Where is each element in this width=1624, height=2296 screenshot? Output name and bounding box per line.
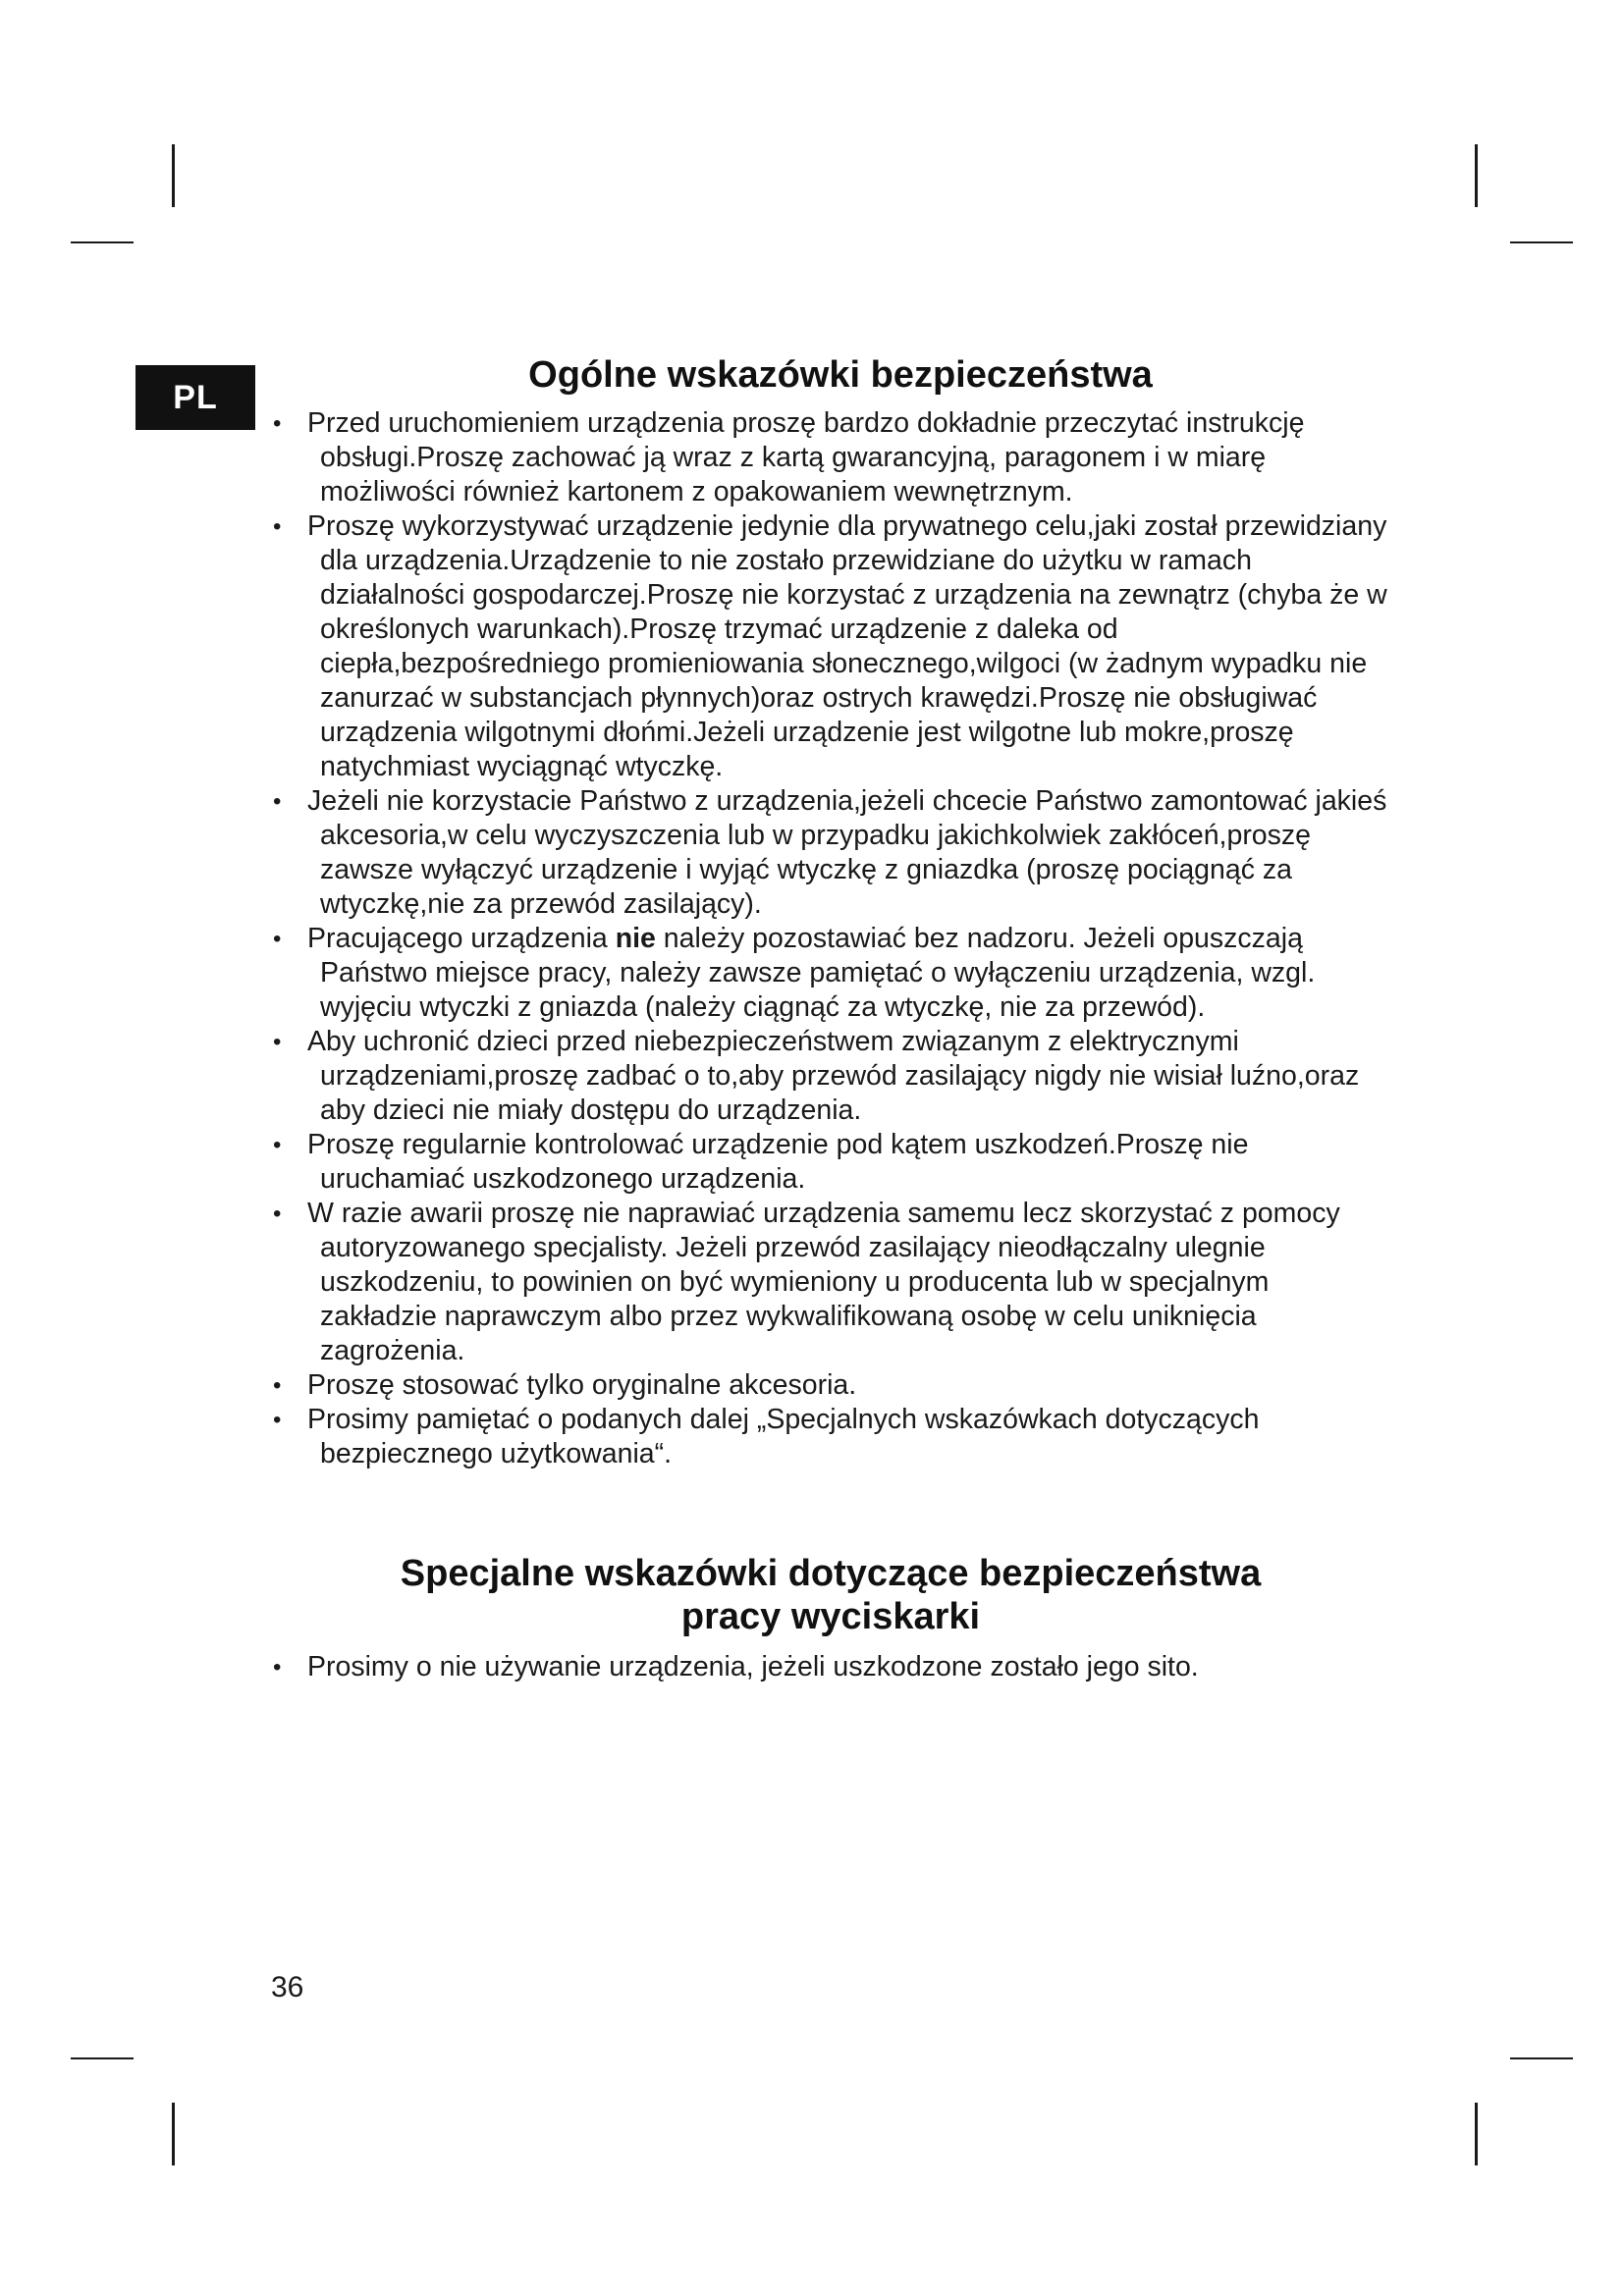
list-item-text: Prosimy pamiętać o podanych dalej „Specjalnych wskazówkach dotyczących bezpiecznego użytkowania“. xyxy=(307,1404,1260,1469)
page-number: 36 xyxy=(271,1971,304,2003)
list-item-text: Jeżeli nie korzystacie Państwo z urządzenia,jeżeli chcecie Państwo zamontować jakieś akcesoria,w celu wyczyszczenia lub w przypadku jakichkolwiek zakłóceń,proszę zawsze wyłączyć urządzenie i wyjąć wtyczkę z gniazdka (proszę pociągnąć za wtyczkę,nie za przewód zasilający). xyxy=(307,785,1387,920)
bullet-icon: • xyxy=(273,1654,282,1681)
crop-mark-bottom-left-vertical xyxy=(172,2103,175,2165)
list-item xyxy=(271,1368,1390,1403)
bullet-icon: • xyxy=(273,1407,282,1433)
crop-mark-top-left-vertical xyxy=(172,144,175,207)
crop-mark-bottom-left-horizontal xyxy=(71,2057,134,2059)
list-item xyxy=(271,406,1390,509)
section-title-line-1: Specjalne wskazówki dotyczące bezpieczeństwa xyxy=(400,1553,1262,1594)
list-item-text xyxy=(307,922,1390,1025)
language-badge: PL xyxy=(135,365,255,430)
list-item xyxy=(271,1025,1390,1128)
section-title-special-safety xyxy=(271,1552,1390,1638)
crop-mark-top-right-vertical xyxy=(1475,144,1478,207)
section-title-general-safety: Ogólne wskazówki bezpieczeństwa xyxy=(528,354,1153,396)
crop-mark-top-left-horizontal xyxy=(71,241,134,243)
list-item-text: Proszę wykorzystywać urządzenie jedynie dla prywatnego celu,jaki został przewidziany dla urządzenia.Urządzenie to nie zostało przewidziane do użytku w ramach działalności gospodarczej.Proszę nie korzystać z urządzenia na zewnątrz (chyba że w określonych warunkach).Proszę trzymać urządzenie z daleka od ciepła,bezpośredniego promieniowania słonecznego,wilgoci (w żadnym wypadku nie zanurzać w substancjach płynnych)oraz ostrych krawędzi.Proszę nie obsługiwać urządzenia wilgotnymi dłońmi.Jeżeli urządzenie jest wilgotne lub mokre,proszę natychmiast wyciągnąć wtyczkę. xyxy=(307,510,1387,782)
list-item xyxy=(271,922,1390,1025)
bullet-icon: • xyxy=(273,1201,282,1227)
emphasis-text: nie xyxy=(615,923,656,954)
list-item xyxy=(271,1128,1390,1197)
list-item xyxy=(271,784,1390,922)
list-item-text: W razie awarii proszę nie naprawiać urządzenia samemu lecz skorzystać z pomocy autoryzowanego specjalisty. Jeżeli przewód zasilający nieodłączalny ulegnie uszkodzeniu, to powinien on być wymieniony u producenta lub w specjalnym zakładzie naprawczym albo przez wykwalifikowaną osobę w celu uniknięcia zagrożenia. xyxy=(307,1198,1340,1366)
list-item xyxy=(271,1403,1390,1471)
crop-mark-top-right-horizontal xyxy=(1510,241,1573,243)
list-item-text: Proszę regularnie kontrolować urządzenie pod kątem uszkodzeń.Proszę nie uruchamiać uszkodzonego urządzenia. xyxy=(307,1129,1249,1195)
list-item-text: Przed uruchomieniem urządzenia proszę bardzo dokładnie przeczytać instrukcję obsługi.Proszę zachować ją wraz z kartą gwarancyjną, paragonem i w miarę możliwości również kartonem z opakowaniem wewnętrznym. xyxy=(307,407,1305,507)
general-safety-list xyxy=(271,406,1390,1471)
bullet-icon: • xyxy=(273,1029,282,1055)
bullet-icon: • xyxy=(273,926,282,952)
bullet-icon: • xyxy=(273,410,282,437)
list-item-text-before: Pracującego urządzenia xyxy=(307,923,616,954)
list-item xyxy=(271,1197,1390,1368)
list-item xyxy=(271,1650,1390,1684)
bullet-icon: • xyxy=(273,1132,282,1158)
bullet-icon: • xyxy=(273,788,282,815)
crop-mark-bottom-right-horizontal xyxy=(1510,2057,1573,2059)
section-title-line-2: pracy wyciskarki xyxy=(680,1596,981,1637)
list-item-text-after: należy pozostawiać bez nadzoru. Jeżeli opuszczają Państwo miejsce pracy, należy zawsze pamiętać o wyłączeniu urządzenia, wzgl. wyjęciu wtyczki z gniazda (należy ciągnąć za wtyczkę, nie za przewód). xyxy=(320,923,1316,1023)
crop-mark-bottom-right-vertical xyxy=(1475,2103,1478,2165)
special-safety-list xyxy=(271,1650,1390,1684)
bullet-icon: • xyxy=(273,1372,282,1399)
list-item-text: Prosimy o nie używanie urządzenia, jeżeli uszkodzone zostało jego sito. xyxy=(307,1651,1199,1682)
page-content xyxy=(271,353,1390,1684)
list-item-text: Aby uchronić dzieci przed niebezpieczeństwem związanym z elektrycznymi urządzeniami,proszę zadbać o to,aby przewód zasilający nigdy nie wisiał luźno,oraz aby dzieci nie miały dostępu do urządzenia. xyxy=(307,1026,1360,1126)
bullet-icon: • xyxy=(273,513,282,540)
list-item xyxy=(271,509,1390,784)
list-item-text: Proszę stosować tylko oryginalne akcesoria. xyxy=(307,1369,857,1401)
